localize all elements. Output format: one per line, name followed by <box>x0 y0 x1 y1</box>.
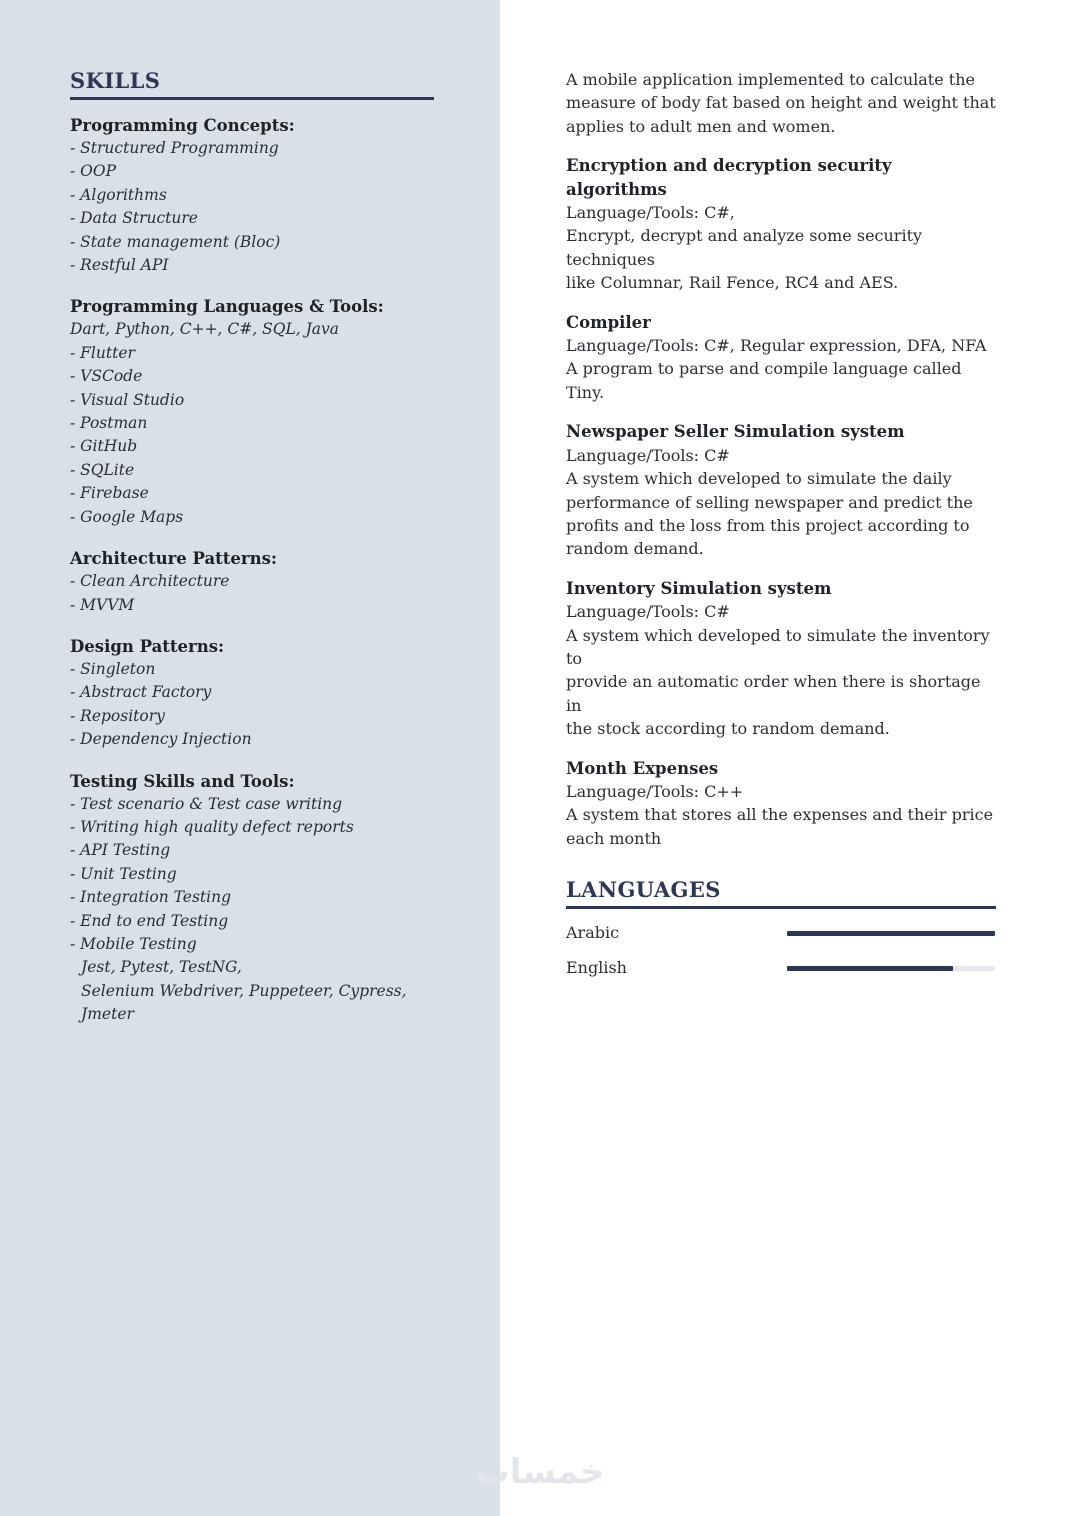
skill-group <box>70 295 434 529</box>
skill-item: - GitHub <box>70 437 138 456</box>
language-row <box>566 921 996 956</box>
skill-item: - Flutter <box>70 343 135 362</box>
skill-group-title: Programming Languages & Tools: <box>70 297 384 317</box>
skill-item: - Visual Studio <box>70 390 185 409</box>
skill-item: - Singleton <box>70 659 156 678</box>
skill-item: - Clean Architecture <box>70 572 230 591</box>
project-entry <box>566 757 996 851</box>
languages-list <box>566 921 996 991</box>
project-entry <box>566 154 996 294</box>
skill-group <box>70 770 434 1027</box>
project-line: A system which developed to simulate the daily <box>566 469 952 489</box>
skill-item: Jest, Pytest, TestNG, <box>81 958 242 977</box>
project-intro-line: measure of body fat based on height and weight that <box>566 93 996 113</box>
project-line: A program to parse and compile language called Tiny. <box>566 359 962 402</box>
project-line: Language/Tools: C# <box>566 445 730 465</box>
language-row <box>566 956 996 991</box>
skills-section <box>70 68 434 1027</box>
skill-item: - Repository <box>70 706 165 725</box>
skill-item: - OOP <box>70 162 117 181</box>
project-line: A system that stores all the expenses and their price <box>566 805 994 825</box>
project-line: the stock according to random demand. <box>566 719 890 739</box>
skill-item: - SQLite <box>70 460 135 479</box>
skill-item: - State management (Bloc) <box>70 232 281 251</box>
skill-group-title: Programming Concepts: <box>70 116 295 135</box>
skill-item: - Postman <box>70 414 148 433</box>
skill-item: - Restful API <box>70 256 169 275</box>
skill-item: - Test scenario & Test case writing <box>70 794 343 813</box>
skill-item: - API Testing <box>70 841 171 860</box>
skill-item: - Abstract Factory <box>70 683 212 702</box>
project-line: Language/Tools: C++ <box>566 781 744 801</box>
project-line: like Columnar, Rail Fence, RC4 and AES. <box>566 273 899 293</box>
project-line: Encrypt, decrypt and analyze some security techniques <box>566 226 923 269</box>
skill-group <box>70 635 434 752</box>
project-entry <box>566 311 996 405</box>
language-level-bar <box>787 931 995 936</box>
project-line: Language/Tools: C#, Regular expression, DFA, NFA <box>566 336 987 356</box>
language-name: Arabic <box>566 923 620 943</box>
skill-item: - Algorithms <box>70 185 167 204</box>
project-entry <box>566 420 996 560</box>
project-title: Month Expenses <box>566 758 719 778</box>
project-line: Language/Tools: C#, <box>566 203 735 223</box>
skill-group <box>70 547 434 617</box>
project-line: A system which developed to simulate the inventory to <box>566 625 990 668</box>
skill-group <box>70 114 434 277</box>
skill-item: - VSCode <box>70 367 143 386</box>
skill-item: - MVVM <box>70 595 135 614</box>
project-entry <box>566 577 996 741</box>
project-title: Compiler <box>566 312 651 332</box>
project-line: random demand. <box>566 539 704 559</box>
language-level-bar <box>787 966 995 971</box>
project-line: provide an automatic order when there is shortage in <box>566 672 981 715</box>
languages-heading: LANGUAGES <box>566 877 996 909</box>
project-intro-line: applies to adult men and women. <box>566 116 836 136</box>
project-line: profits and the loss from this project according to <box>566 515 970 535</box>
project-line: performance of selling newspaper and predict the <box>566 492 973 512</box>
skill-item: - Structured Programming <box>70 139 279 157</box>
skill-item: - End to end Testing <box>70 911 229 930</box>
language-level-fill <box>787 931 995 936</box>
skill-item: - Unit Testing <box>70 864 177 883</box>
watermark-logo: خمسات <box>475 1452 605 1492</box>
skill-group-title: Design Patterns: <box>70 636 225 656</box>
project-title: Inventory Simulation system <box>566 578 832 598</box>
project-title: Encryption and decryption security algorithms <box>566 156 892 199</box>
project-intro-line: A mobile application implemented to calculate the <box>566 70 975 89</box>
skill-item: Selenium Webdriver, Puppeteer, Cypress, <box>81 981 407 1000</box>
project-title: Newspaper Seller Simulation system <box>566 422 905 442</box>
skill-item: - Writing high quality defect reports <box>70 817 354 836</box>
languages-section <box>566 877 996 991</box>
projects-list <box>566 154 996 850</box>
projects-column <box>566 68 996 991</box>
skill-item: - Integration Testing <box>70 888 232 907</box>
skill-item: Jmeter <box>81 1005 134 1024</box>
skill-item: - Mobile Testing <box>70 934 197 953</box>
skill-groups <box>70 114 434 1027</box>
skill-item: - Google Maps <box>70 507 184 526</box>
skill-group-title: Architecture Patterns: <box>70 549 277 569</box>
skill-group-title: Testing Skills and Tools: <box>70 771 295 791</box>
skill-item: Dart, Python, C++, C#, SQL, Java <box>70 320 340 339</box>
project-intro <box>566 68 996 138</box>
project-line: each month <box>566 828 662 848</box>
project-line: Language/Tools: C# <box>566 602 730 622</box>
skill-item: - Firebase <box>70 484 149 503</box>
language-name: English <box>566 958 627 978</box>
language-level-fill <box>787 966 953 971</box>
skill-item: - Data Structure <box>70 209 198 228</box>
skills-heading: SKILLS <box>70 68 434 100</box>
skills-sidebar <box>0 0 500 1516</box>
skill-item: - Dependency Injection <box>70 730 252 749</box>
